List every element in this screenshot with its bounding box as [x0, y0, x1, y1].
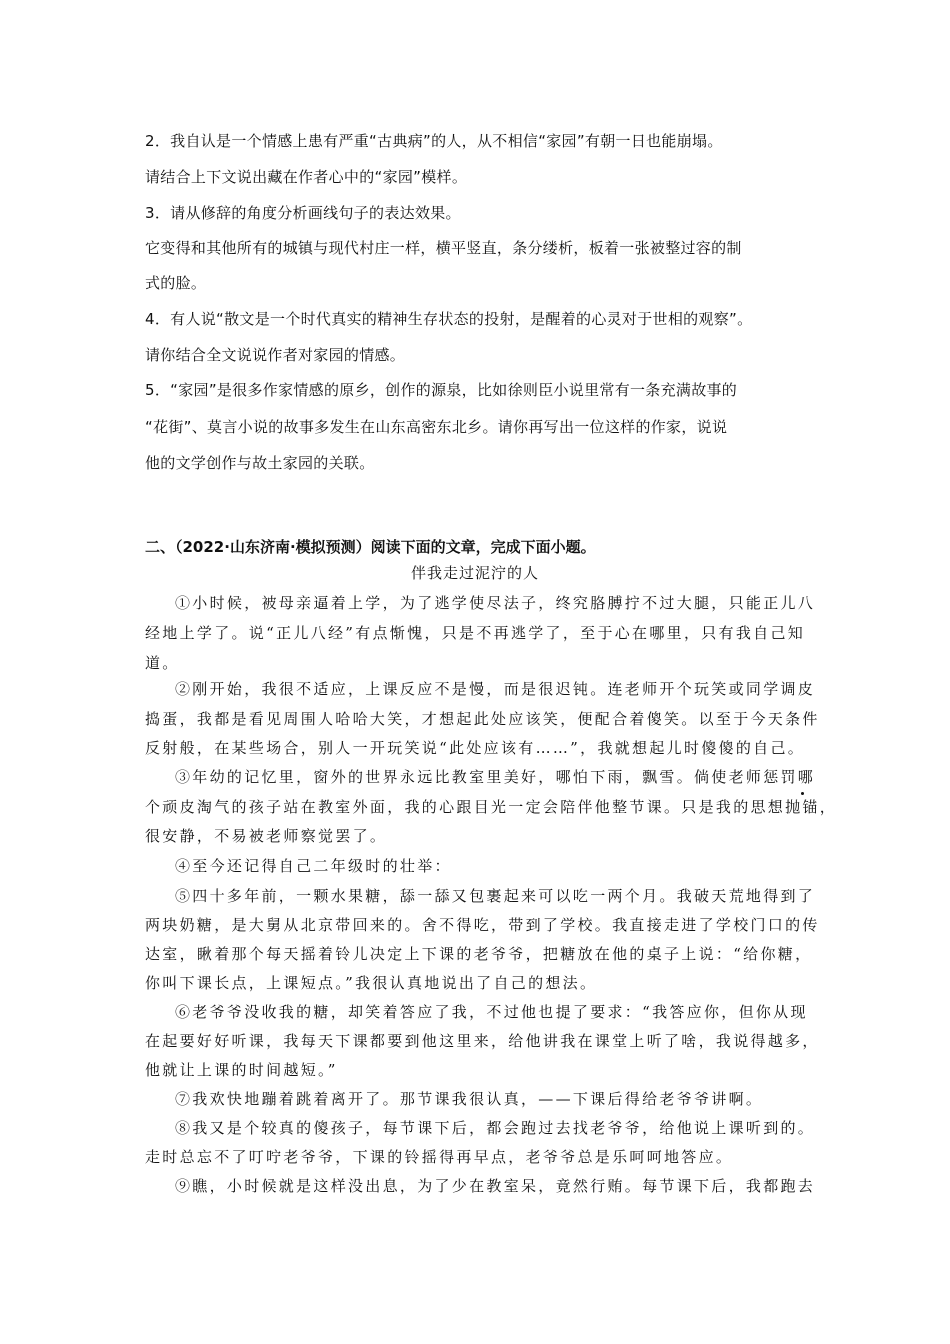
- paragraph-line: ④至今还记得自己二年级时的壮举：: [175, 857, 452, 875]
- paragraph-line: ③年幼的记忆里，窗外的世界永远比教室里美好，哪怕下雨，飘雪。倘使老师惩罚哪: [175, 768, 816, 786]
- question-line: 3．请从修辞的角度分析画线句子的表达效果。: [145, 204, 461, 222]
- paragraph-line: 道。: [145, 654, 180, 672]
- question-line: 式的脸。: [145, 274, 207, 292]
- question-line: 5．“家园”是很多作家情感的原乡，创作的源泉，比如徐则臣小说里常有一条充满故事的: [145, 381, 738, 399]
- paragraph-line: 很安静，不易被老师察觉罢了。: [145, 827, 388, 845]
- paragraph-line: ②刚开始，我很不适应，上课反应不是慢，而是很迟钝。连老师开个玩笑或同学调皮: [175, 680, 816, 698]
- paragraph-line: 你叫下课长点，上课短点。”我很认真地说出了自己的想法。: [145, 974, 598, 992]
- question-line: 他的文学创作与故土家园的关联。: [145, 454, 375, 472]
- article-title: 伴我走过泥泞的人: [410, 564, 539, 582]
- line-text: ，: [819, 798, 838, 816]
- paragraph-line: 走时总忘不了叮咛老爷爷，下课的铃摇得再早点，老爷爷总是乐呵呵地答应。: [145, 1148, 734, 1166]
- paragraph-line: ⑦我欢快地蹦着跳着离开了。那节课我很认真，——下课后得给老爷爷讲啊。: [175, 1090, 764, 1108]
- section-heading: 二、（2022·山东济南·模拟预测）阅读下面的文章，完成下面小题。: [145, 538, 596, 556]
- line-text: 个顽皮淘气的孩子站在教室外面，我的心跟目光一定会陪伴他整节课。只是我的思想: [145, 798, 786, 816]
- paragraph-line: 两块奶糖，是大舅从北京带回来的。舍不得吃，带到了学校。我直接走进了学校门口的传: [145, 916, 820, 934]
- paragraph-line: 经地上学了。说“正儿八经”有点惭愧，只是不再逃学了，至于心在哪里，只有我自己知: [145, 624, 806, 642]
- paragraph-line: 捣蛋，我都是看见周围人哈哈大笑，才想起此处应该笑，便配合着傻笑。以至于今天条件: [145, 710, 820, 728]
- paragraph-line: 他就让上课的时间越短。”: [145, 1061, 338, 1079]
- question-line: 4．有人说“散文是一个时代真实的精神生存状态的投射，是醒着的心灵对于世相的观察”。: [145, 310, 753, 328]
- question-line: 请结合上下文说出藏在作者心中的“家园”模样。: [145, 168, 468, 186]
- paragraph-line: ⑧我又是个较真的傻孩子，每节课下后，都会跑过去找老爷爷，给他说上课听到的。: [175, 1119, 816, 1137]
- paragraph-line: ⑥老爷爷没收我的糖，却笑着答应了我，不过他也提了要求：“我答应你，但你从现: [175, 1003, 808, 1021]
- question-line: “花街”、莫言小说的故事多发生在山东高密东北乡。请你再写出一位这样的作家，说说: [145, 418, 728, 436]
- emphasized-word: 抛锚: [785, 798, 820, 816]
- paragraph-line: [145, 797, 837, 817]
- paragraph-line: ①小时候，被母亲逼着上学，为了逃学使尽法子，终究胳膊拧不过大腿，只能正儿八: [175, 594, 816, 612]
- paragraph-line: 反射般，在某些场合，别人一开玩笑说“此处应该有……”，我就想起儿时傻傻的自己。: [145, 739, 806, 757]
- paragraph-line: ⑤四十多年前，一颗水果糖，舔一舔又包裹起来可以吃一两个月。我破天荒地得到了: [175, 887, 816, 905]
- question-line: 请你结合全文说说作者对家园的情感。: [145, 346, 406, 364]
- paragraph-line: ⑨瞧，小时候就是这样没出息，为了少在教室呆，竟然行贿。每节课下后，我都跑去: [175, 1177, 816, 1195]
- paragraph-line: 在起要好好听课，我每天下课都要到他这里来，给他讲我在课堂上听了啥，我说得越多，: [145, 1032, 820, 1050]
- question-line: 2．我自认是一个情感上患有严重“古典病”的人，从不相信“家园”有朝一日也能崩塌。: [145, 132, 723, 150]
- paragraph-line: 达室，瞅着那个每天摇着铃儿决定上下课的老爷爷，把糖放在他的桌子上说：“给你糖，: [145, 945, 813, 963]
- question-line: 它变得和其他所有的城镇与现代村庄一样，横平竖直，条分缕析，板着一张被整过容的制: [145, 239, 742, 257]
